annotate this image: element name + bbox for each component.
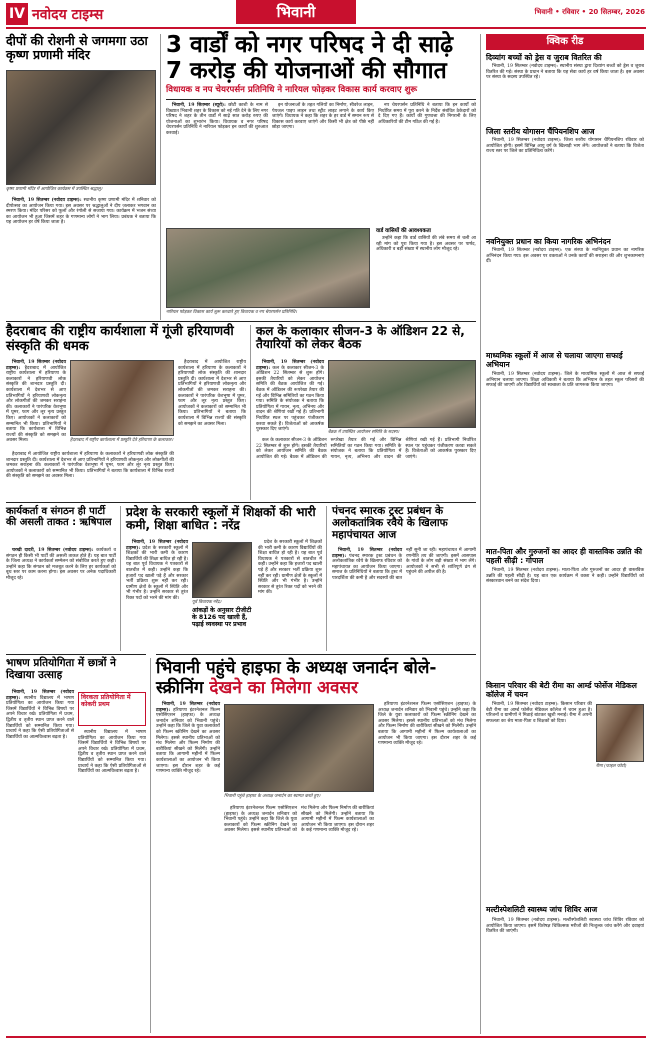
sidebar-item-body: भिवानी, 19 सितम्बर (नवोदय टाइम्स): जिले के माध्यमिक स्कूलों में आज से सफाई अभियान चलाया जाएगा। शिक्षा अधिकारी ने बताया कि अभियान के तहत स्कूल परिसरों की सफाई की जाएगी और विद्यार्थियों को स्वच्छता के प्रति जागरूक किया जाएगा।: [486, 372, 644, 389]
story-hyderabad-body-col2: हैदराबाद में आयोजित राष्ट्रीय कार्यशाला में हरियाणा के कलाकारों ने हरियाणवी लोक संस्कृति की शानदार प्रस्तुति दी। कार्यशाला में देशभर से आए प्रतिभागियों ने हरियाणवी लोकनृत्य और लोकगीतों की जमकर सराहना की। कलाकारों ने पारंपरिक वेशभूषा में घूमर, फाग और लूर नृत्य प्रस्तुत किए। आयोजकों ने कलाकारों को सम्मानित भी किया। प्रतिभागियों ने बताया कि कार्यशाला में विभिन्न राज्यों की संस्कृति को समझने का अवसर मिला।: [178, 360, 246, 427]
story-pradesh-body-col2: प्रदेश के सरकारी स्कूलों में शिक्षकों की भारी कमी के कारण विद्यार्थियों की शिक्षा बाधित हो रही है। यह बात पूर्व विधायक ने पत्रकारों से बातचीत में कही। उन्होंने कहा कि हजारों पद खाली पड़े हैं और सरकार भर्ती प्रक्रिया शुरू नहीं कर रही। ग्रामीण क्षेत्रों के स्कूलों में स्थिति और भी गंभीर है। उन्होंने सरकार से तुरंत रिक्त पदों को भरने की मांग की।: [258, 540, 323, 596]
story-kal-photo: [328, 360, 476, 428]
story-kal-caption: बैठक में उपस्थित आयोजन समिति के सदस्य।: [328, 430, 400, 435]
story-lead-subhead2: वार्ड वासियों की आवश्यकता: [376, 228, 431, 234]
sidebar-item-body-cont: [486, 814, 644, 864]
story-bhashan-callout: विरकता प्रतियोगिता में कोकरी प्रथम: [81, 694, 131, 708]
story-kal-body-col1: भिवानी, 19 सितम्बर (नवोदय टाइम्स): कल के कलाकार सीजन-3 के ऑडिशन 22 सितम्बर से शुरू होंगे। इसकी तैयारियों को लेकर आयोजन समिति की बैठक आयोजित की गई। बैठक में ऑडिशन की रूपरेखा तैयार की गई और विभिन्न समितियों का गठन किया गया। समिति के संयोजक ने बताया कि प्रतियोगिता में गायन, नृत्य, अभिनय और वादन की श्रेणियां रखी गई हैं। प्रतिभागी निर्धारित स्थल पर पहुंचकर पंजीकरण करवा सकते हैं। विजेताओं को आकर्षक पुरस्कार दिए जाएंगे।: [256, 360, 324, 433]
story-pradesh-callout: आंकड़ों के अनुसार टीजीटी के 8126 पद खाली हैं, पढ़ाई व्यवस्था पर प्रभाव: [192, 607, 252, 628]
story-deepo-photo: [6, 70, 156, 185]
story-lead-photo: [166, 228, 370, 308]
story-haifa-caption: भिवानी पहुंचे हाइफा के अध्यक्ष जनार्दन का स्वागत करते हुए।: [224, 794, 321, 799]
story-karyakarta-body: चरखी दादरी, 19 सितम्बर (नवोदय टाइम्स): कार्यकर्ता व संगठन ही किसी भी पार्टी की असली ताकत होते हैं। यह बात पार्टी के जिला अध्यक्ष ने कार्यकर्ता सम्मेलन को संबोधित करते हुए कही। उन्होंने कहा कि संगठन को मजबूत करने के लिए हर कार्यकर्ता को बूथ स्तर पर काम करना होगा। इस अवसर पर अनेक पदाधिकारी मौजूद रहे।: [6, 548, 117, 581]
story-haifa-headline: [156, 658, 476, 698]
story-pradesh-photo: [192, 542, 252, 598]
sidebar-item-headline: माध्यमिक स्कूलों में आज से चलाया जाएगा सफाई अभियान: [486, 351, 623, 369]
story-hyderabad-photo: [70, 360, 174, 436]
story-bhashan-callout-box: [78, 692, 146, 726]
story-karyakarta-headline: कार्यकर्ता व संगठन ही पार्टी की असली ताकत : ऋषिपाल: [6, 506, 112, 529]
story-hyderabad-body-col3: हैदराबाद में आयोजित राष्ट्रीय कार्यशाला में हरियाणा के कलाकारों ने हरियाणवी लोक संस्कृति की शानदार प्रस्तुति दी। कार्यशाला में देशभर से आए प्रतिभागियों ने हरियाणवी लोकनृत्य और लोकगीतों की जमकर सराहना की। कलाकारों ने पारंपरिक वेशभूषा में घूमर, फाग और लूर नृत्य प्रस्तुत किए। आयोजकों ने कलाकारों को सम्मानित भी किया। प्रतिभागियों ने बताया कि कार्यशाला में विभिन्न राज्यों की संस्कृति को समझने का अवसर मिला।: [6, 452, 174, 480]
date-line: भिवानी • रविवार • 20 सितम्बर, 2026: [534, 8, 645, 16]
sidebar-item-headline: मात-पिता और गुरुजनों का आदर ही वास्तविक उन्नति की पहली सीढ़ी : गोपाल: [486, 547, 642, 565]
section-banner: भिवानी: [236, 0, 356, 24]
story-panchnad-body: भिवानी, 19 सितम्बर (नवोदय टाइम्स): पंचनद स्मारक ट्रस्ट प्रबंधन के अलोकतांत्रिक रवैये के खिलाफ रविवार को महापंचायत का आयोजन किया जाएगा। समाज के प्रतिनिधियों ने बताया कि ट्रस्ट में पारदर्शिता की कमी है और सदस्यों की बात नहीं सुनी जा रही। महापंचायत में आगामी रणनीति तय की जाएगी। इसमें आसपास के गांवों के लोग बड़ी संख्या में भाग लेंगे। आयोजकों ने सभी से शांतिपूर्ण ढंग से पहुंचने की अपील की है।: [332, 548, 476, 581]
sidebar-title: क्विक रीड: [486, 34, 644, 50]
sidebar-item-body: भिवानी, 19 सितम्बर (नवोदय टाइम्स): किसान परिवार की बेटी रीमा का आर्म्ड फोर्सेज मेडिकल कॉलेज में चयन हुआ है। परिजनों व ग्रामीणों ने मिठाई बांटकर खुशी मनाई। रीमा ने अपनी सफलता का श्रेय माता-पिता व शिक्षकों को दिया।: [486, 702, 592, 724]
story-pradesh-headline: प्रदेश के सरकारी स्कूलों में शिक्षकों की भारी कमी, शिक्षा बाधित : नरेंद्र: [126, 505, 316, 533]
story-hyderabad-body-col1: भिवानी, 19 सितम्बर (नवोदय टाइम्स): हैदराबाद में आयोजित राष्ट्रीय कार्यशाला में हरियाणा के कलाकारों ने हरियाणवी लोक संस्कृति की शानदार प्रस्तुति दी। कार्यशाला में देशभर से आए प्रतिभागियों ने हरियाणवी लोकनृत्य और लोकगीतों की जमकर सराहना की। कलाकारों ने पारंपरिक वेशभूषा में घूमर, फाग और लूर नृत्य प्रस्तुत किए। आयोजकों ने कलाकारों को सम्मानित भी किया। प्रतिभागियों ने बताया कि कार्यशाला में विभिन्न राज्यों की संस्कृति को समझने का अवसर मिला।: [6, 360, 66, 444]
story-lead-headline: 3 वार्डों को नगर परिषद ने दी साढ़े 7 करोड़ की योजनाओं की सौगात: [166, 32, 454, 84]
story-deepo-caption: कृष्ण प्रणामी मंदिर में आयोजित कार्यक्रम में उपस्थित श्रद्धालु।: [6, 187, 103, 192]
sidebar-item-body: भिवानी, 19 सितम्बर (नवोदय टाइम्स): मल्टीस्पेशलिटी स्वास्थ्य जांच शिविर रविवार को आयोजित किया जाएगा। इसमें विशेषज्ञ चिकित्सक मरीजों की निःशुल्क जांच करेंगे और दवाइयां वितरित की जाएंगी।: [486, 918, 644, 935]
sidebar-item-headline: नवनियुक्त प्रधान का किया नागरिक अभिनंदन: [486, 237, 611, 246]
story-kal-body-col2: कल के कलाकार सीजन-3 के ऑडिशन 22 सितम्बर से शुरू होंगे। इसकी तैयारियों को लेकर आयोजन समिति की बैठक आयोजित की गई। बैठक में ऑडिशन की रूपरेखा तैयार की गई और विभिन्न समितियों का गठन किया गया। समिति के संयोजक ने बताया कि प्रतियोगिता में गायन, नृत्य, अभिनय और वादन की श्रेणियां रखी गई हैं। प्रतिभागी निर्धारित स्थल पर पहुंचकर पंजीकरण करवा सकते हैं। विजेताओं को आकर्षक पुरस्कार दिए जाएंगे।: [256, 438, 476, 460]
story-panchnad-headline: पंचनद स्मारक ट्रस्ट प्रबंधन के अलोकतांत्रिक रवैये के खिलाफ महापंचायत आज: [332, 505, 448, 541]
story-lead-body-col2: इन योजनाओं के तहत गलियों का निर्माण, सीवरेज लाइन, पेयजल पाइप लाइन तथा स्ट्रीट लाइट लगाने के कार्य किए जाएंगे। विधायक ने कहा कि शहर के हर वार्ड में समान रूप से विकास कार्य करवाए जाएंगे और किसी भी क्षेत्र को पीछे नहीं छोड़ा जाएगा।: [272, 103, 374, 131]
story-pradesh-body-col1: भिवानी, 19 सितम्बर (नवोदय टाइम्स): प्रदेश के सरकारी स्कूलों में शिक्षकों की भारी कमी के कारण विद्यार्थियों की शिक्षा बाधित हो रही है। यह बात पूर्व विधायक ने पत्रकारों से बातचीत में कही। उन्होंने कहा कि हजारों पद खाली पड़े हैं और सरकार भर्ती प्रक्रिया शुरू नहीं कर रही। ग्रामीण क्षेत्रों के स्कूलों में स्थिति और भी गंभीर है। उन्होंने सरकार से तुरंत रिक्त पदों को भरने की मांग की।: [126, 540, 188, 601]
sidebar-item-body: भिवानी, 19 सितम्बर (नवोदय टाइम्स): माता-पिता और गुरुजनों का आदर ही वास्तविक उन्नति की पहली सीढ़ी है। यह बात एक कार्यक्रम में वक्ता ने कही। उन्होंने विद्यार्थियों को संस्कारवान बनने का संदेश दिया।: [486, 568, 644, 585]
sidebar-item-body: भिवानी, 19 सितम्बर (नवोदय टाइम्स): जिला स्तरीय योगासन चैंपियनशिप रविवार को आयोजित होगी। इसमें विभिन्न आयु वर्ग के खिलाड़ी भाग लेंगे। आयोजकों ने बताया कि विजेता राज्य स्तर पर जिले का प्रतिनिधित्व करेंगे।: [486, 138, 644, 155]
sidebar-item-body: भिवानी, 19 सितम्बर (नवोदय टाइम्स): एक संस्था के नवनियुक्त प्रधान का नागरिक अभिनंदन किया गया। इस अवसर पर वक्ताओं ने उनके कार्यों की सराहना की और शुभकामनाएं दीं।: [486, 248, 644, 265]
sidebar-item-caption: रीमा (फाइल फोटो): [596, 764, 627, 769]
story-haifa-photo: [224, 704, 374, 792]
story-bhashan-headline: भाषण प्रतियोगिता में छात्रों ने दिखाया उत्साह: [6, 657, 116, 681]
story-lead-body-col1: भिवानी, 19 सितम्बर (ब्यूरो): छोटी काशी के नाम से विख्यात भिवानी शहर के विकास को नई गति देने के लिए नगर परिषद ने शहर के तीन वार्डों में साढ़े सात करोड़ रुपए की योजनाओं का शुभारंभ किया। विधायक व नगर परिषद चेयरपर्सन प्रतिनिधि ने नारियल फोड़कर इन कार्यों की शुरुआत करवाई।: [166, 103, 268, 136]
sidebar-item-body: भिवानी, 19 सितम्बर (नवोदय टाइम्स): स्थानीय संस्था द्वारा दिव्यांग बच्चों को ड्रेस व जुराब वितरित की गई। संस्था के प्रधान ने बताया कि यह सेवा कार्य हर वर्ष किया जाता है। इस अवसर पर संस्था के सदस्य उपस्थित रहे।: [486, 64, 644, 81]
page-number: IV: [6, 3, 28, 25]
story-kal-headline: कल के कलाकार सीजन-3 के ऑडिशन 22 से, तैयारियों को लेकर बैठक: [256, 324, 465, 352]
masthead: [0, 0, 650, 30]
story-deepo-body: भिवानी, 19 सितम्बर (नवोदय टाइम्स): स्थानीय कृष्ण प्रणामी मंदिर में शनिवार को दीपोत्सव का आयोजन किया गया। इस अवसर पर श्रद्धालुओं ने दीप जलाकर भगवान का स्मरण किया। मंदिर परिसर को फूलों और रंगोली से सजाया गया। कार्यक्रम में भजन संध्या का आयोजन भी हुआ जिसमें शहर के गणमान्य लोगों ने भाग लिया। प्रबंधक ने बताया कि यह आयोजन हर वर्ष किया जाता है।: [6, 198, 156, 226]
sidebar-item-headline: किसान परिवार की बेटी रीमा का आर्म्ड फोर्सेज मेडिकल कॉलेज में चयन: [486, 681, 637, 699]
story-deepo-headline: दीपों की रोशनी से जगमगा उठा कृष्ण प्रणामी मंदिर: [6, 33, 148, 62]
story-lead-body-col3: नप चेयरपर्सन प्रतिनिधि ने बताया कि इन कार्यों को निर्धारित समय में पूरा करने के निर्देश संबंधित ठेकेदारों को दे दिए गए हैं। कार्यों की गुणवत्ता की निगरानी के लिए अधिकारियों की टीम गठित की गई है।: [378, 103, 476, 125]
story-hyderabad-headline: हैदराबाद की राष्ट्रीय कार्यशाला में गूंजी हरियाणवी संस्कृति की धमक: [6, 324, 234, 354]
story-lead-caption: नारियल फोड़कर विकास कार्य शुरू करवाते हुए विधायक व नप चेयरपर्सन प्रतिनिधि।: [166, 310, 297, 315]
paper-name: नवोदय टाइम्स: [32, 7, 104, 23]
story-haifa-headline-red: देखने का मिलेगा अवसर: [209, 678, 358, 698]
story-bhashan-body-col1: भिवानी, 19 सितम्बर (नवोदय टाइम्स): स्थानीय विद्यालय में भाषण प्रतियोगिता का आयोजन किया गया जिसमें विद्यार्थियों ने विभिन्न विषयों पर अपने विचार रखे। प्रतियोगिता में प्रथम, द्वितीय व तृतीय स्थान प्राप्त करने वाले विद्यार्थियों को सम्मानित किया गया। प्राचार्य ने कहा कि ऐसी प्रतियोगिताओं से विद्यार्थियों का आत्मविश्वास बढ़ता है।: [6, 690, 74, 740]
story-pradesh-caption: पूर्व विधायक नरेंद्र।: [192, 600, 222, 605]
sidebar-item-photo: [596, 704, 644, 762]
sidebar-item-headline: जिला स्तरीय योगासन चैंपियनशिप आज: [486, 127, 595, 136]
story-hyderabad-caption: हैदराबाद में राष्ट्रीय कार्यशाला में प्रस्तुति देते हरियाणा के कलाकार।: [70, 438, 174, 443]
story-lead-body-col4: उन्होंने कहा कि वार्ड वासियों की लंबे समय से चली आ रही मांग को पूरा किया गया है। इस अवसर पर पार्षद, अधिकारी व बड़ी संख्या में स्थानीय लोग मौजूद रहे।: [376, 236, 476, 253]
story-haifa-headline-plain: भिवानी पहुंचे हाइफा के अध्यक्ष जनार्दन बोले-स्क्रीनिंग: [156, 658, 437, 698]
story-haifa-body-col1: भिवानी, 19 सितम्बर (नवोदय टाइम्स): हरियाणा इंटरनेशनल फिल्म एसोसिएशन (हाइफा) के अध्यक्ष जनार्दन शनिवार को भिवानी पहुंचे। उन्होंने कहा कि जिले के युवा कलाकारों को फिल्म स्क्रीनिंग देखने का अवसर मिलेगा। इससे स्थानीय प्रतिभाओं को मंच मिलेगा और फिल्म निर्माण की बारीकियां सीखने को मिलेंगी। उन्होंने बताया कि आगामी महीनों में फिल्म कार्यशालाओं का आयोजन भी किया जाएगा। इस दौरान शहर के कई गणमान्य व्यक्ति मौजूद रहे।: [156, 702, 220, 775]
sidebar-item-headline: मल्टीस्पेशलिटी स्वास्थ्य जांच शिविर आज: [486, 905, 598, 914]
story-haifa-body-col3: हरियाणा इंटरनेशनल फिल्म एसोसिएशन (हाइफा) के अध्यक्ष जनार्दन शनिवार को भिवानी पहुंचे। उन्होंने कहा कि जिले के युवा कलाकारों को फिल्म स्क्रीनिंग देखने का अवसर मिलेगा। इससे स्थानीय प्रतिभाओं को मंच मिलेगा और फिल्म निर्माण की बारीकियां सीखने को मिलेंगी। उन्होंने बताया कि आगामी महीनों में फिल्म कार्यशालाओं का आयोजन भी किया जाएगा। इस दौरान शहर के कई गणमान्य व्यक्ति मौजूद रहे।: [378, 702, 476, 747]
story-lead-subhead: विधायक व नप चेयरपर्सन प्रतिनिधि ने नारियल फोड़कर विकास कार्य करवाए शुरू: [166, 85, 418, 95]
sidebar-item-headline: दिव्यांग बच्चों को ड्रेस व जुराब वितरित की: [486, 53, 602, 62]
story-bhashan-body-col2: स्थानीय विद्यालय में भाषण प्रतियोगिता का आयोजन किया गया जिसमें विद्यार्थियों ने विभिन्न विषयों पर अपने विचार रखे। प्रतियोगिता में प्रथम, द्वितीय व तृतीय स्थान प्राप्त करने वाले विद्यार्थियों को सम्मानित किया गया। प्राचार्य ने कहा कि ऐसी प्रतियोगिताओं से विद्यार्थियों का आत्मविश्वास बढ़ता है।: [78, 730, 146, 775]
footer-rule: [6, 1036, 646, 1038]
story-haifa-body-col2: हरियाणा इंटरनेशनल फिल्म एसोसिएशन (हाइफा) के अध्यक्ष जनार्दन शनिवार को भिवानी पहुंचे। उन्होंने कहा कि जिले के युवा कलाकारों को फिल्म स्क्रीनिंग देखने का अवसर मिलेगा। इससे स्थानीय प्रतिभाओं को मंच मिलेगा और फिल्म निर्माण की बारीकियां सीखने को मिलेंगी। उन्होंने बताया कि आगामी महीनों में फिल्म कार्यशालाओं का आयोजन भी किया जाएगा। इस दौरान शहर के कई गणमान्य व्यक्ति मौजूद रहे।: [224, 806, 374, 834]
